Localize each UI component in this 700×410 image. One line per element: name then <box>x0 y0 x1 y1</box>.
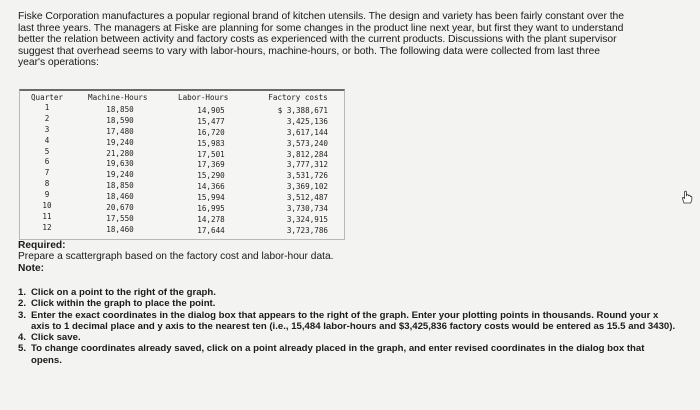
factory-cost-cell: 3,324,915 <box>286 214 328 224</box>
labor-hours-cell: 15,477 <box>197 116 225 126</box>
machine-hours-cell: 20,670 <box>106 203 134 213</box>
labor-hours-cell: 16,995 <box>197 204 225 214</box>
quarter-cell: 2 <box>44 113 50 123</box>
step-text: To change coordinates already saved, click on a point already placed in the graph, and enter revised coordinates in the dialog box that opens. <box>31 343 645 366</box>
step-text: Click save. <box>31 332 81 344</box>
quarter-cell: 12 <box>42 222 52 232</box>
machine-hours-cell: 18,460 <box>106 224 134 234</box>
machine-hours-column <box>88 93 152 236</box>
labor-hours-column <box>178 93 244 237</box>
labor-hours-header: Labor-Hours <box>178 93 229 102</box>
step-number: 5. <box>18 343 27 355</box>
quarter-cell: 10 <box>42 201 52 211</box>
quarter-cell: 1 <box>44 103 50 112</box>
factory-cost-cell: 3,730,734 <box>286 204 328 214</box>
intro-line: better the relation between activity and factory costs as experienced with the current products. Discussions with the plant supervisor <box>18 34 617 46</box>
instruction-step <box>18 343 678 366</box>
required-text: Prepare a scattergraph based on the factory cost and labor-hour data. <box>18 251 334 263</box>
labor-hours-cell: 17,501 <box>197 149 225 159</box>
machine-hours-cell: 18,850 <box>106 181 134 191</box>
machine-hours-cell: 19,240 <box>106 170 134 180</box>
factory-cost-cell: 3,425,136 <box>286 116 328 126</box>
labor-hours-cell: 15,994 <box>197 193 225 203</box>
machine-hours-cell: 18,590 <box>106 115 134 125</box>
labor-hours-cell: 15,983 <box>197 138 225 148</box>
factory-cost-cell: 3,512,487 <box>286 193 328 203</box>
labor-hours-cell: 14,278 <box>197 214 225 224</box>
step-text: Enter the exact coordinates in the dialog box that appears to the right of the graph. Enter your plotting points in thousands. Round your x axis to 1 decimal place and y axis to the nearest ten (i.e., 15,484 labor-hours and $3,425,836 factory costs would be entered as 15.5 and 3430). <box>31 309 676 332</box>
machine-hours-cell: 18,850 <box>106 105 134 114</box>
labor-hours-cell: 14,905 <box>197 106 225 115</box>
intro-line: last three years. The managers at Fiske are planning for some changes in the product line next year, but first they want to understand <box>18 22 624 34</box>
labor-hours-cell: 14,366 <box>197 182 225 192</box>
labor-hours-cell: 16,720 <box>197 127 225 137</box>
factory-cost-cell: 3,723,786 <box>286 225 328 235</box>
intro-line: year's operations: <box>18 57 99 69</box>
step-number: 1. <box>18 287 27 298</box>
labor-hours-cell: 17,369 <box>197 160 225 170</box>
quarter-cell: 4 <box>44 135 50 145</box>
machine-hours-cell: 18,460 <box>106 192 134 202</box>
note-label: Note: <box>18 262 45 274</box>
labor-hours-cell: 17,644 <box>197 225 225 235</box>
quarter-cell: 3 <box>44 124 50 134</box>
quarter-cell: 9 <box>44 190 50 200</box>
instruction-step <box>18 332 678 343</box>
required-section <box>18 240 658 274</box>
factory-costs-header: Factory costs <box>268 93 328 102</box>
intro-line: Fiske Corporation manufactures a popular regional brand of kitchen utensils. The design and variety has been fairly constant over the <box>18 11 624 22</box>
instruction-step <box>18 310 678 333</box>
step-text: Click on a point to the right of the graph. <box>31 287 216 298</box>
factory-cost-cell: 3,617,144 <box>286 127 328 137</box>
machine-hours-cell: 19,240 <box>106 137 134 147</box>
instruction-step <box>18 287 678 298</box>
instruction-steps <box>18 287 678 366</box>
factory-cost-cell: 3,777,312 <box>286 160 328 170</box>
step-number: 3. <box>18 309 27 321</box>
quarter-column <box>22 93 72 234</box>
machine-hours-cell: 17,480 <box>106 126 134 136</box>
factory-cost-cell: 3,369,102 <box>286 182 328 192</box>
quarter-cell: 6 <box>44 157 50 167</box>
step-text: Click within the graph to place the point. <box>31 298 216 310</box>
factory-cost-cell: 3,573,240 <box>286 138 328 148</box>
quarter-cell: 11 <box>42 211 52 221</box>
factory-cost-cell: 3,531,726 <box>286 171 328 181</box>
factory-cost-cell: $ 3,388,671 <box>277 106 328 115</box>
quarter-header: Quarter <box>30 93 63 102</box>
quarter-cell: 7 <box>44 168 50 178</box>
quarter-cell: 8 <box>44 179 50 189</box>
machine-hours-cell: 17,550 <box>106 213 134 223</box>
machine-hours-cell: 19,630 <box>106 159 134 169</box>
machine-hours-header: Machine-Hours <box>88 93 148 102</box>
factory-cost-cell: 3,812,284 <box>286 149 328 159</box>
intro-line: suggest that overhead seems to vary with labor-hours, machine-hours, or both. The following data were collected from last three <box>18 45 600 57</box>
instruction-step <box>18 298 678 309</box>
step-number: 4. <box>18 332 27 344</box>
required-label: Required: <box>18 240 66 251</box>
step-number: 2. <box>18 298 27 310</box>
quarter-cell: 5 <box>44 146 50 156</box>
data-table <box>19 89 345 240</box>
hand-cursor-icon <box>680 190 694 204</box>
machine-hours-cell: 21,280 <box>106 148 134 158</box>
factory-costs-column <box>256 93 340 237</box>
problem-intro <box>18 11 686 69</box>
labor-hours-cell: 15,290 <box>197 171 225 181</box>
